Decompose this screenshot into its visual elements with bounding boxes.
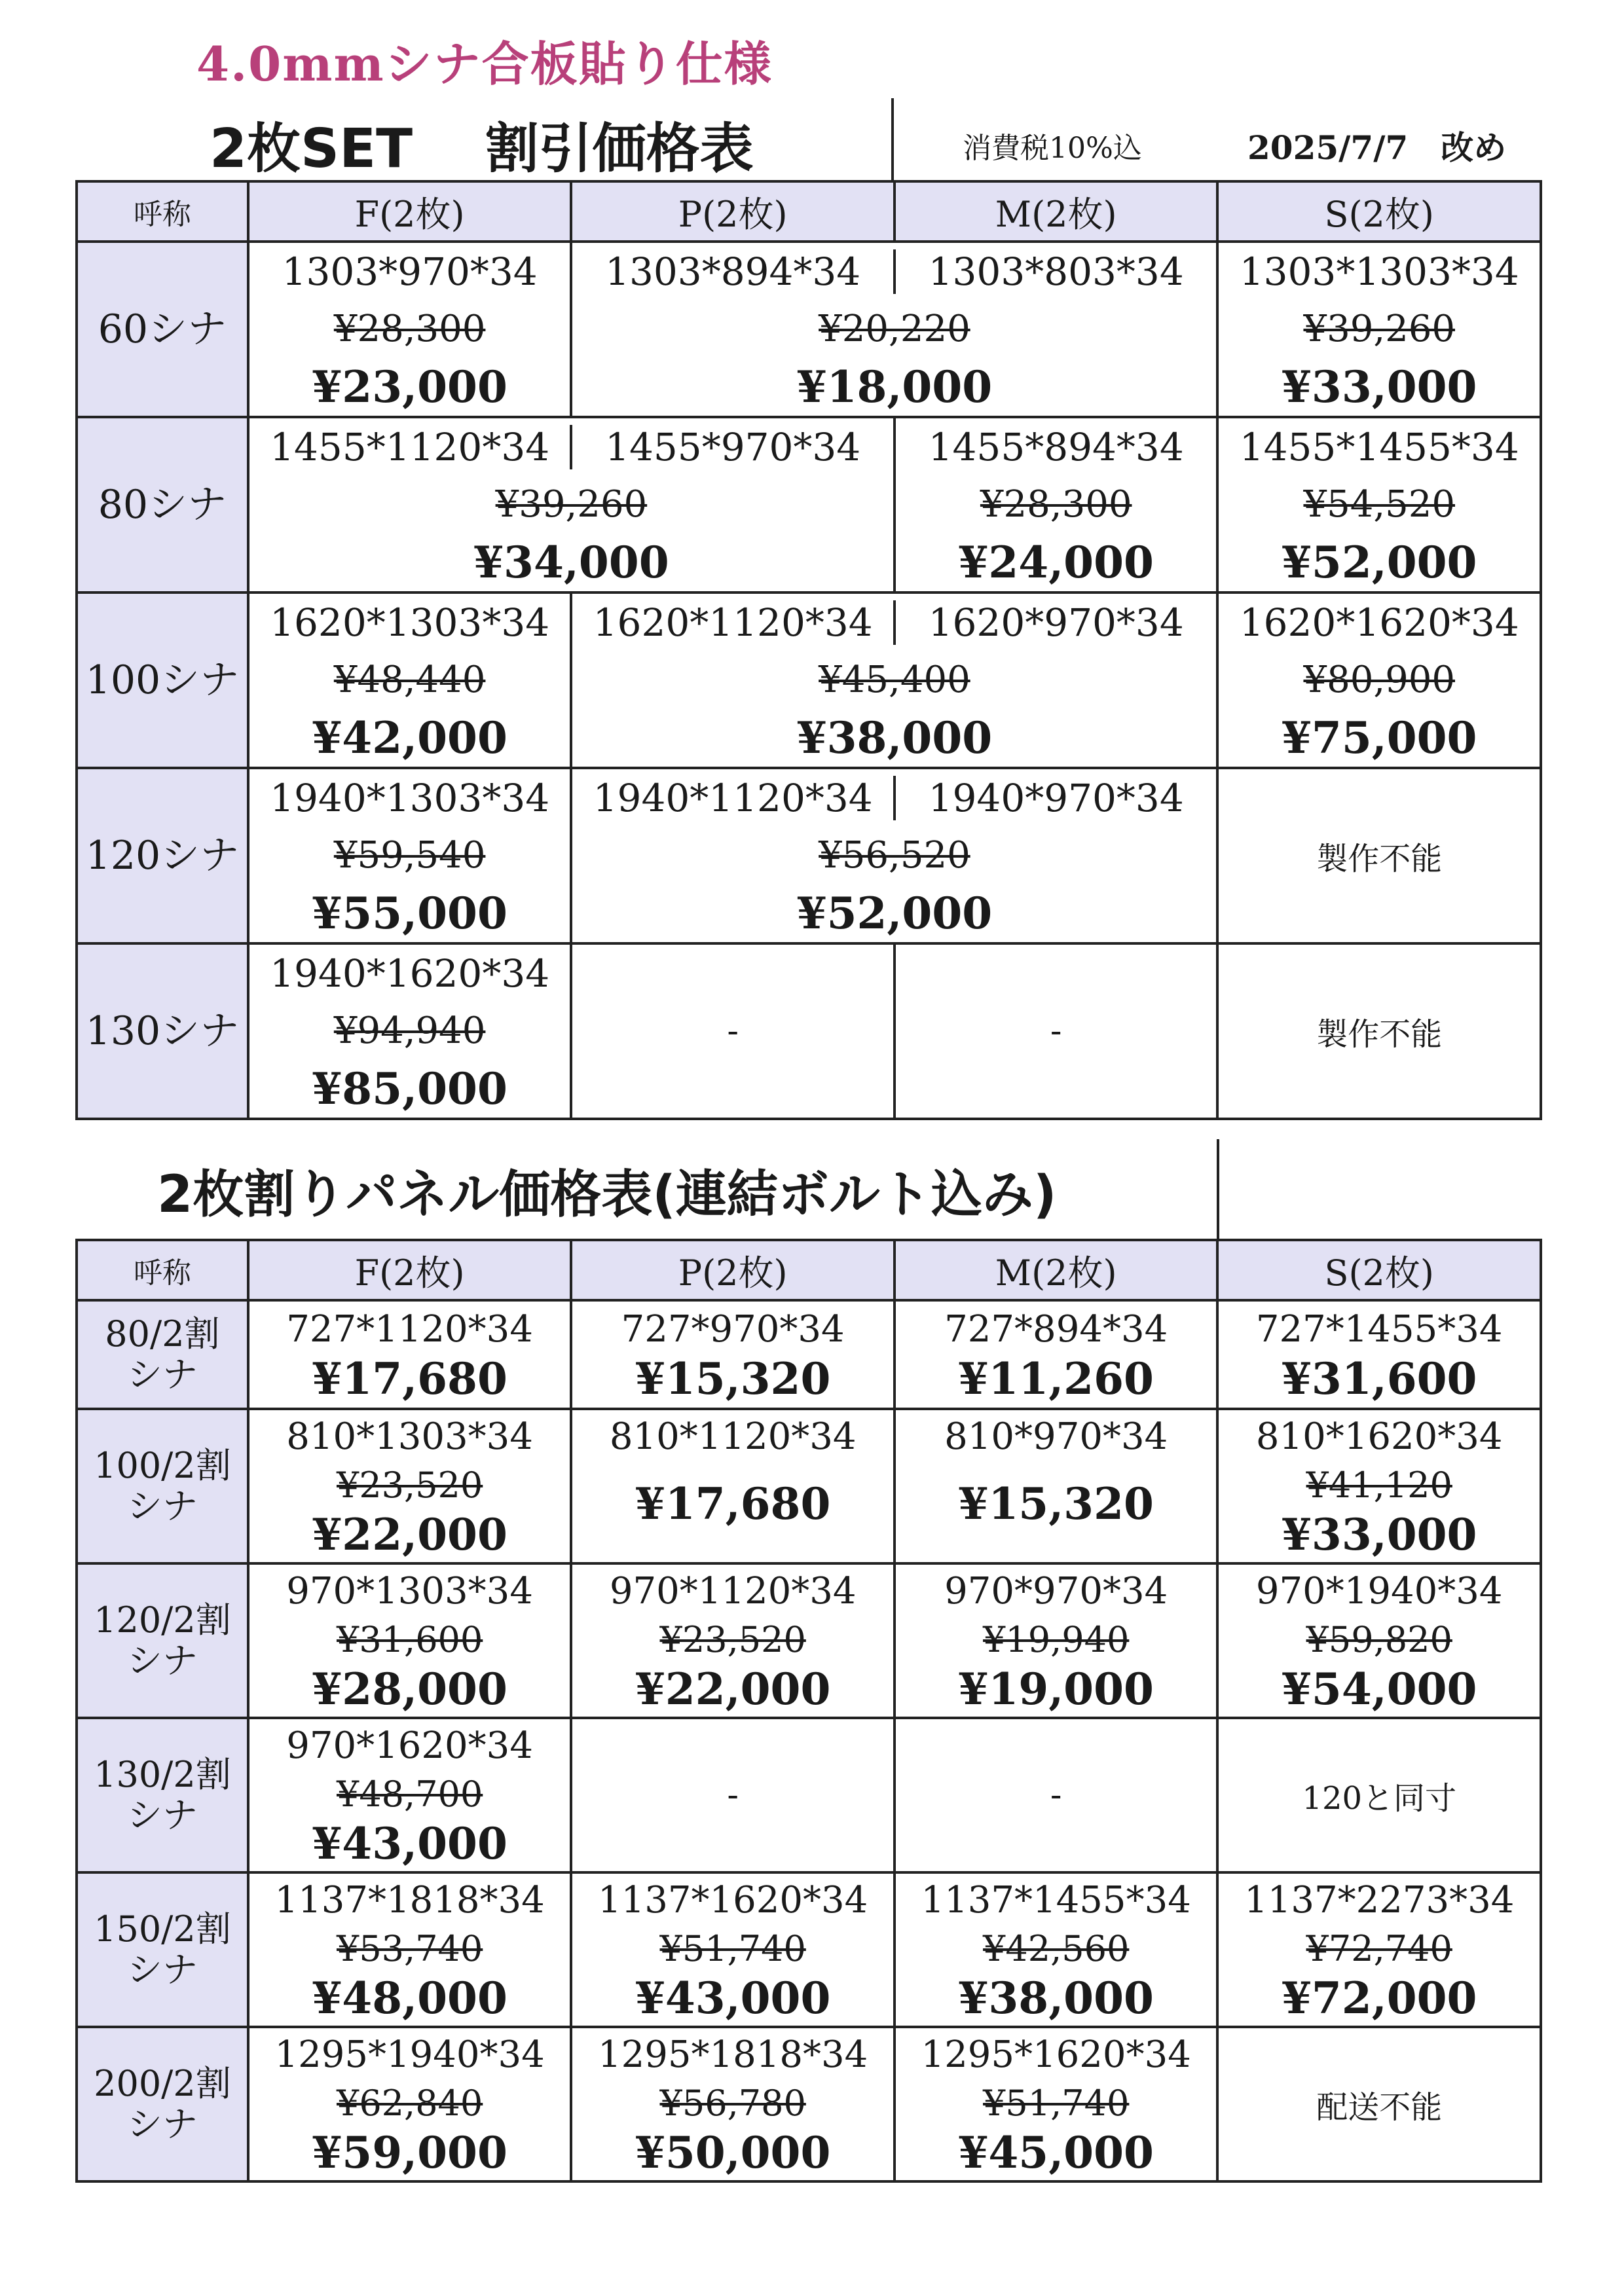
dimension-m: 1940*970*34: [893, 776, 1217, 820]
new-price: ¥48,000: [312, 1973, 507, 2024]
spec-subtitle: 4.0mmシナ合板貼り仕様: [196, 36, 773, 92]
new-price: ¥38,000: [958, 1973, 1154, 2024]
new-price: ¥34,000: [473, 537, 669, 588]
new-price: ¥19,000: [958, 1664, 1154, 1715]
old-price: ¥23,520: [659, 1619, 806, 1660]
table-row: [77, 1872, 1541, 2027]
tax-note: 消費税10%込: [963, 132, 1142, 165]
dimension-p: 1940*1120*34: [593, 776, 873, 820]
label-line2: シナ: [126, 1795, 198, 1836]
old-price: ¥31,600: [336, 1619, 483, 1660]
table-row: [77, 1300, 1541, 1409]
new-price: ¥33,000: [1281, 1509, 1477, 1560]
new-price: ¥52,000: [1281, 537, 1477, 588]
old-price: ¥59,820: [1306, 1619, 1452, 1660]
new-price: ¥15,320: [958, 1478, 1154, 1529]
new-price: ¥54,000: [1281, 1664, 1477, 1715]
old-price: ¥62,840: [336, 2083, 483, 2124]
row-label: [77, 2027, 248, 2181]
old-price: ¥56,520: [819, 834, 970, 877]
table-row: [77, 943, 1541, 1119]
dimension-p: 1455*970*34: [570, 425, 893, 469]
new-price: ¥24,000: [958, 537, 1154, 588]
table-row: [77, 2027, 1541, 2181]
table-row: [77, 1563, 1541, 1718]
new-price: ¥85,000: [312, 1063, 507, 1114]
old-price: ¥42,560: [983, 1928, 1130, 1969]
header-p: P(2枚): [571, 181, 895, 242]
new-price: ¥11,260: [958, 1353, 1154, 1404]
dimension: 1940*1303*34: [270, 776, 550, 820]
pm-cell: [571, 768, 1217, 943]
m-cell-empty: -: [895, 943, 1218, 1119]
new-price: ¥50,000: [635, 2127, 831, 2178]
m-cell: [895, 417, 1218, 592]
row-label: [77, 1300, 248, 1409]
header-nominal: 呼称: [77, 1240, 248, 1300]
old-price: ¥59,540: [333, 834, 486, 877]
dimension: 1137*1455*34: [921, 1879, 1191, 1922]
new-price: ¥22,000: [635, 1664, 831, 1715]
f-cell: [248, 2027, 572, 2181]
header-m: M(2枚): [895, 181, 1218, 242]
dimension: 810*1120*34: [609, 1415, 857, 1458]
header-p: P(2枚): [571, 1240, 895, 1300]
f-cell: [248, 943, 572, 1119]
f-cell: [248, 1409, 572, 1563]
new-price: ¥45,000: [958, 2127, 1154, 2178]
label-line2: シナ: [126, 1485, 198, 1527]
new-price: ¥33,000: [1281, 361, 1477, 412]
table-row: [77, 768, 1541, 943]
old-price: ¥19,940: [983, 1619, 1130, 1660]
new-price: ¥59,000: [312, 2127, 507, 2178]
table-header-row: [77, 181, 1541, 242]
new-price: ¥43,000: [312, 1818, 507, 1869]
header-f: F(2枚): [248, 1240, 572, 1300]
old-price: ¥48,700: [336, 1774, 483, 1815]
dimension: 727*1455*34: [1255, 1308, 1503, 1351]
label-line1: 130/2割: [94, 1753, 231, 1795]
m-cell: [895, 1409, 1218, 1563]
p-cell: [571, 1563, 895, 1718]
p-cell-empty: -: [571, 943, 895, 1119]
p-cell-empty: -: [571, 1718, 895, 1872]
label-line1: 80/2割: [105, 1313, 220, 1355]
new-price: ¥55,000: [312, 888, 507, 939]
m-cell: [895, 1872, 1218, 2027]
p-cell: [571, 1409, 895, 1563]
dimension-p: 1620*1120*34: [593, 600, 873, 645]
dimension: 1455*894*34: [928, 425, 1184, 469]
pm-cell: [571, 242, 1217, 417]
s-cell: [1217, 1300, 1541, 1409]
dimension: 1940*1620*34: [270, 951, 550, 996]
dimension: 970*1940*34: [1255, 1570, 1503, 1613]
f-cell: [248, 1872, 572, 2027]
dimension: 727*970*34: [621, 1308, 845, 1351]
label-line1: 200/2割: [94, 2062, 231, 2104]
table-row: [77, 1409, 1541, 1563]
table-row: [77, 417, 1541, 592]
old-price: ¥80,900: [1303, 659, 1456, 701]
dimension: 810*1303*34: [286, 1415, 533, 1458]
dimension: 1137*1620*34: [598, 1879, 868, 1922]
p-cell: [571, 1872, 895, 2027]
old-price: ¥94,940: [333, 1010, 486, 1052]
fp-cell: [248, 417, 895, 592]
dimension: 1295*1940*34: [274, 2033, 545, 2076]
p-cell: [571, 1300, 895, 1409]
row-label: 80シナ: [77, 417, 248, 592]
old-price: ¥54,520: [1303, 483, 1456, 526]
header-m: M(2枚): [895, 1240, 1218, 1300]
header-s: S(2枚): [1217, 1240, 1541, 1300]
old-price: ¥51,740: [659, 1928, 806, 1969]
dimension: 810*1620*34: [1255, 1415, 1503, 1458]
old-price: ¥51,740: [983, 2083, 1130, 2124]
old-price: ¥23,520: [336, 1465, 483, 1506]
row-label: [77, 1409, 248, 1563]
new-price: ¥17,680: [312, 1353, 507, 1404]
old-price: ¥39,260: [495, 483, 648, 526]
new-price: ¥22,000: [312, 1509, 507, 1560]
m-cell-empty: -: [895, 1718, 1218, 1872]
label-line2: シナ: [126, 2104, 198, 2145]
s-cell: [1217, 417, 1541, 592]
s-cell-note: 製作不能: [1217, 943, 1541, 1119]
dimension: 1295*1818*34: [598, 2033, 868, 2076]
dimension: 1137*2273*34: [1244, 1879, 1515, 1922]
old-price: ¥41,120: [1306, 1465, 1452, 1506]
old-price: ¥56,780: [659, 2083, 806, 2124]
new-price: ¥17,680: [635, 1478, 831, 1529]
row-label: [77, 1872, 248, 2027]
new-price: ¥23,000: [312, 361, 507, 412]
label-line1: 120/2割: [94, 1599, 231, 1641]
dimension: 1455*1455*34: [1239, 425, 1519, 469]
s-cell: [1217, 242, 1541, 417]
old-price: ¥28,300: [980, 483, 1132, 526]
new-price: ¥75,000: [1281, 712, 1477, 763]
label-line2: シナ: [126, 1640, 198, 1681]
dimension: 1137*1818*34: [274, 1879, 545, 1922]
old-price: ¥48,440: [333, 659, 486, 701]
dimension-p: 1303*894*34: [605, 249, 861, 294]
m-cell: [895, 2027, 1218, 2181]
new-price: ¥42,000: [312, 712, 507, 763]
header-f: F(2枚): [248, 181, 572, 242]
old-price: ¥20,220: [819, 308, 970, 350]
new-price: ¥52,000: [796, 888, 993, 939]
table-row: [77, 592, 1541, 768]
dimension: 1295*1620*34: [921, 2033, 1191, 2076]
f-cell: [248, 768, 572, 943]
f-cell: [248, 1300, 572, 1409]
pm-cell: [571, 592, 1217, 768]
new-price: ¥38,000: [796, 712, 993, 763]
dimension-m: 1303*803*34: [893, 249, 1217, 294]
m-cell: [895, 1563, 1218, 1718]
row-label: [77, 1718, 248, 1872]
dimension-m: 1620*970*34: [893, 600, 1217, 645]
dimension: 727*1120*34: [286, 1308, 533, 1351]
table-row: [77, 242, 1541, 417]
row-label: [77, 1563, 248, 1718]
f-cell: [248, 242, 572, 417]
dimension: 727*894*34: [944, 1308, 1168, 1351]
old-price: ¥45,400: [819, 659, 970, 701]
set-price-title: 2枚SET 割引価格表: [210, 118, 754, 180]
old-price: ¥39,260: [1303, 308, 1456, 350]
panel-price-title: 2枚割りパネル価格表(連結ボルト込み): [157, 1165, 1057, 1224]
s-cell-note: 配送不能: [1217, 2027, 1541, 2181]
s-cell: [1217, 1872, 1541, 2027]
table-row: [77, 1718, 1541, 1872]
s-cell-note: 120と同寸: [1217, 1718, 1541, 1872]
dimension-f: 1455*1120*34: [270, 425, 550, 469]
row-label: 130シナ: [77, 943, 248, 1119]
dimension: 1620*1303*34: [270, 600, 550, 645]
header-nominal: 呼称: [77, 181, 248, 242]
f-cell: [248, 1563, 572, 1718]
header-s: S(2枚): [1217, 181, 1541, 242]
m-cell: [895, 1300, 1218, 1409]
dimension: 970*970*34: [944, 1570, 1168, 1613]
p-cell: [571, 2027, 895, 2181]
old-price: ¥28,300: [333, 308, 486, 350]
dimension: 970*1303*34: [286, 1570, 533, 1613]
label-line1: 150/2割: [94, 1908, 231, 1950]
dimension: 810*970*34: [944, 1415, 1168, 1458]
table-header-row: [77, 1240, 1541, 1300]
new-price: ¥31,600: [1281, 1353, 1477, 1404]
new-price: ¥18,000: [796, 361, 993, 412]
label-line2: シナ: [126, 1354, 198, 1395]
new-price: ¥43,000: [635, 1973, 831, 2024]
s-cell: [1217, 592, 1541, 768]
dimension: 1620*1620*34: [1239, 600, 1519, 645]
title-divider: [1217, 1139, 1219, 1239]
old-price: ¥72,740: [1306, 1928, 1452, 1969]
f-cell: [248, 592, 572, 768]
row-label: 120シナ: [77, 768, 248, 943]
dimension: 970*1620*34: [286, 1724, 533, 1767]
new-price: ¥28,000: [312, 1664, 507, 1715]
s-cell-note: 製作不能: [1217, 768, 1541, 943]
dimension: 1303*970*34: [282, 249, 538, 294]
header-divider: [891, 98, 894, 182]
s-cell: [1217, 1409, 1541, 1563]
set-price-table: [75, 180, 1542, 1120]
old-price: ¥53,740: [336, 1928, 483, 1969]
label-line2: シナ: [126, 1949, 198, 1990]
row-label: 60シナ: [77, 242, 248, 417]
dimension: 970*1120*34: [609, 1570, 857, 1613]
new-price: ¥15,320: [635, 1353, 831, 1404]
f-cell: [248, 1718, 572, 1872]
label-line1: 100/2割: [94, 1444, 231, 1486]
row-label: 100シナ: [77, 592, 248, 768]
s-cell: [1217, 1563, 1541, 1718]
dimension: 1303*1303*34: [1239, 249, 1519, 294]
panel-price-table: [75, 1239, 1542, 2183]
revision-date: 2025/7/7 改め: [1247, 128, 1507, 167]
new-price: ¥72,000: [1281, 1973, 1477, 2024]
